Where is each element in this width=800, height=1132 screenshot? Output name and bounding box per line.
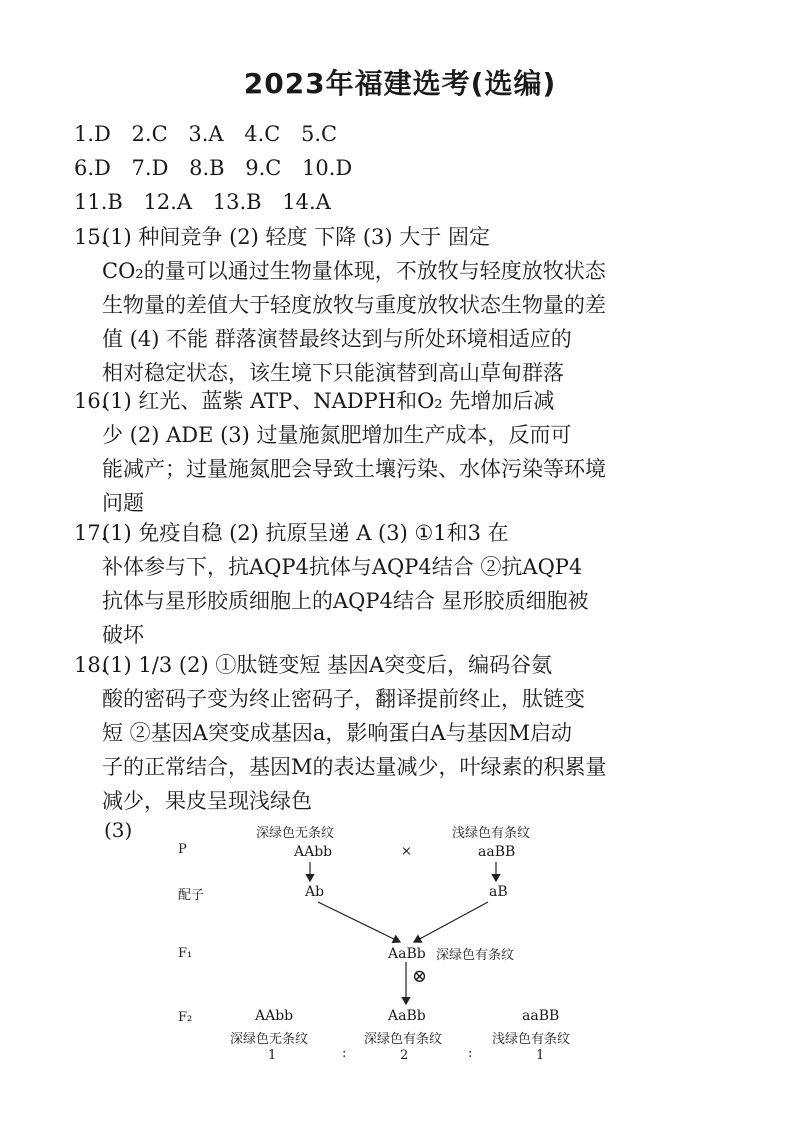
arrow-gamete2-f1 — [414, 902, 488, 942]
f2-ratio: 1 — [268, 1048, 277, 1063]
label-f2: F₂ — [178, 1010, 193, 1025]
answer-line: (1) 红光、蓝紫 ATP、NADPH和O₂ 先增加后减 — [102, 389, 555, 413]
question-number: 16. — [74, 389, 108, 413]
f1-genotype: AaBb — [388, 946, 426, 962]
answer-line: (1) 种间竞争 (2) 轻度 下降 (3) 大于 固定 — [102, 225, 490, 249]
answer-line: 相对稳定状态，该生境下只能演替到高山草甸群落 — [102, 361, 564, 385]
f2-genotype: AaBb — [388, 1008, 426, 1024]
answer-line: 抗体与星形胶质细胞上的AQP4结合 星形胶质细胞被 — [102, 589, 589, 613]
gamete-1: Ab — [305, 884, 325, 900]
f2-genotype: aaBB — [522, 1008, 560, 1024]
label-p: P — [178, 842, 187, 857]
question-number: 15. — [74, 225, 108, 249]
answer-line: 减少，果皮呈现浅绿色 — [102, 789, 312, 813]
f2-phenotype: 浅绿色有条纹 — [492, 1032, 571, 1047]
answer-line: 破坏 — [102, 623, 144, 647]
question-number: 18. — [74, 653, 108, 677]
f2-ratio: 2 — [400, 1048, 409, 1063]
answer-line: 值 (4) 不能 群落演替最终达到与所处环境相适应的 — [102, 327, 572, 351]
mc-answers-row-1: 1.D 2.C 3.A 4.C 5.C — [74, 122, 338, 146]
parent2-phenotype: 浅绿色有条纹 — [452, 826, 531, 841]
f2-phenotype: 深绿色有条纹 — [364, 1032, 443, 1047]
selfing-symbol: ⊗ — [412, 966, 428, 987]
answer-line: CO₂的量可以通过生物量体现，不放牧与轻度放牧状态 — [102, 259, 606, 283]
answer-line: (1) 1/3 (2) ①肽链变短 基因A突变后，编码谷氨 — [102, 653, 553, 677]
answer-line: 短 ②基因A突变成基因a，影响蛋白A与基因M启动 — [102, 721, 573, 745]
answer-line: (1) 免疫自稳 (2) 抗原呈递 A (3) ①1和3 在 — [102, 521, 509, 545]
arrow-gamete1-f1 — [318, 902, 400, 942]
label-f1: F₁ — [178, 946, 193, 961]
mc-answers-row-3: 11.B 12.A 13.B 14.A — [74, 190, 331, 214]
answer-line: 生物量的差值大于轻度放牧与重度放牧状态生物量的差 — [102, 293, 606, 317]
ratio-separator: : — [468, 1046, 473, 1061]
question-number: 17. — [74, 521, 108, 545]
cross-symbol: × — [401, 844, 412, 859]
label-gamete: 配子 — [178, 888, 205, 903]
answer-line: 子的正常结合，基因M的表达量减少，叶绿素的积累量 — [102, 755, 607, 779]
parent1-phenotype: 深绿色无条纹 — [256, 826, 335, 841]
answer-line: 补体参与下，抗AQP4抗体与AQP4结合 ②抗AQP4 — [102, 555, 583, 579]
mc-answers-row-2: 6.D 7.D 8.B 9.C 10.D — [74, 156, 353, 180]
ratio-separator: : — [342, 1046, 347, 1061]
part-label: (3) — [104, 818, 133, 842]
answer-line: 问题 — [102, 491, 144, 515]
page-title: 2023年福建选考(选编) — [243, 67, 557, 100]
gamete-2: aB — [489, 884, 508, 900]
f2-phenotype: 深绿色无条纹 — [230, 1032, 309, 1047]
answer-line: 能减产；过量施氮肥会导致土壤污染、水体污染等环境 — [102, 457, 606, 481]
f2-genotype: AAbb — [255, 1008, 294, 1024]
parent1-genotype: AAbb — [294, 844, 333, 860]
answer-line: 少 (2) ADE (3) 过量施氮肥增加生产成本，反而可 — [102, 423, 572, 447]
f1-phenotype: 深绿色有条纹 — [436, 948, 515, 963]
parent2-genotype: aaBB — [478, 844, 516, 860]
answer-line: 酸的密码子变为终止密码子，翻译提前终止，肽链变 — [102, 687, 585, 711]
f2-ratio: 1 — [536, 1048, 545, 1063]
